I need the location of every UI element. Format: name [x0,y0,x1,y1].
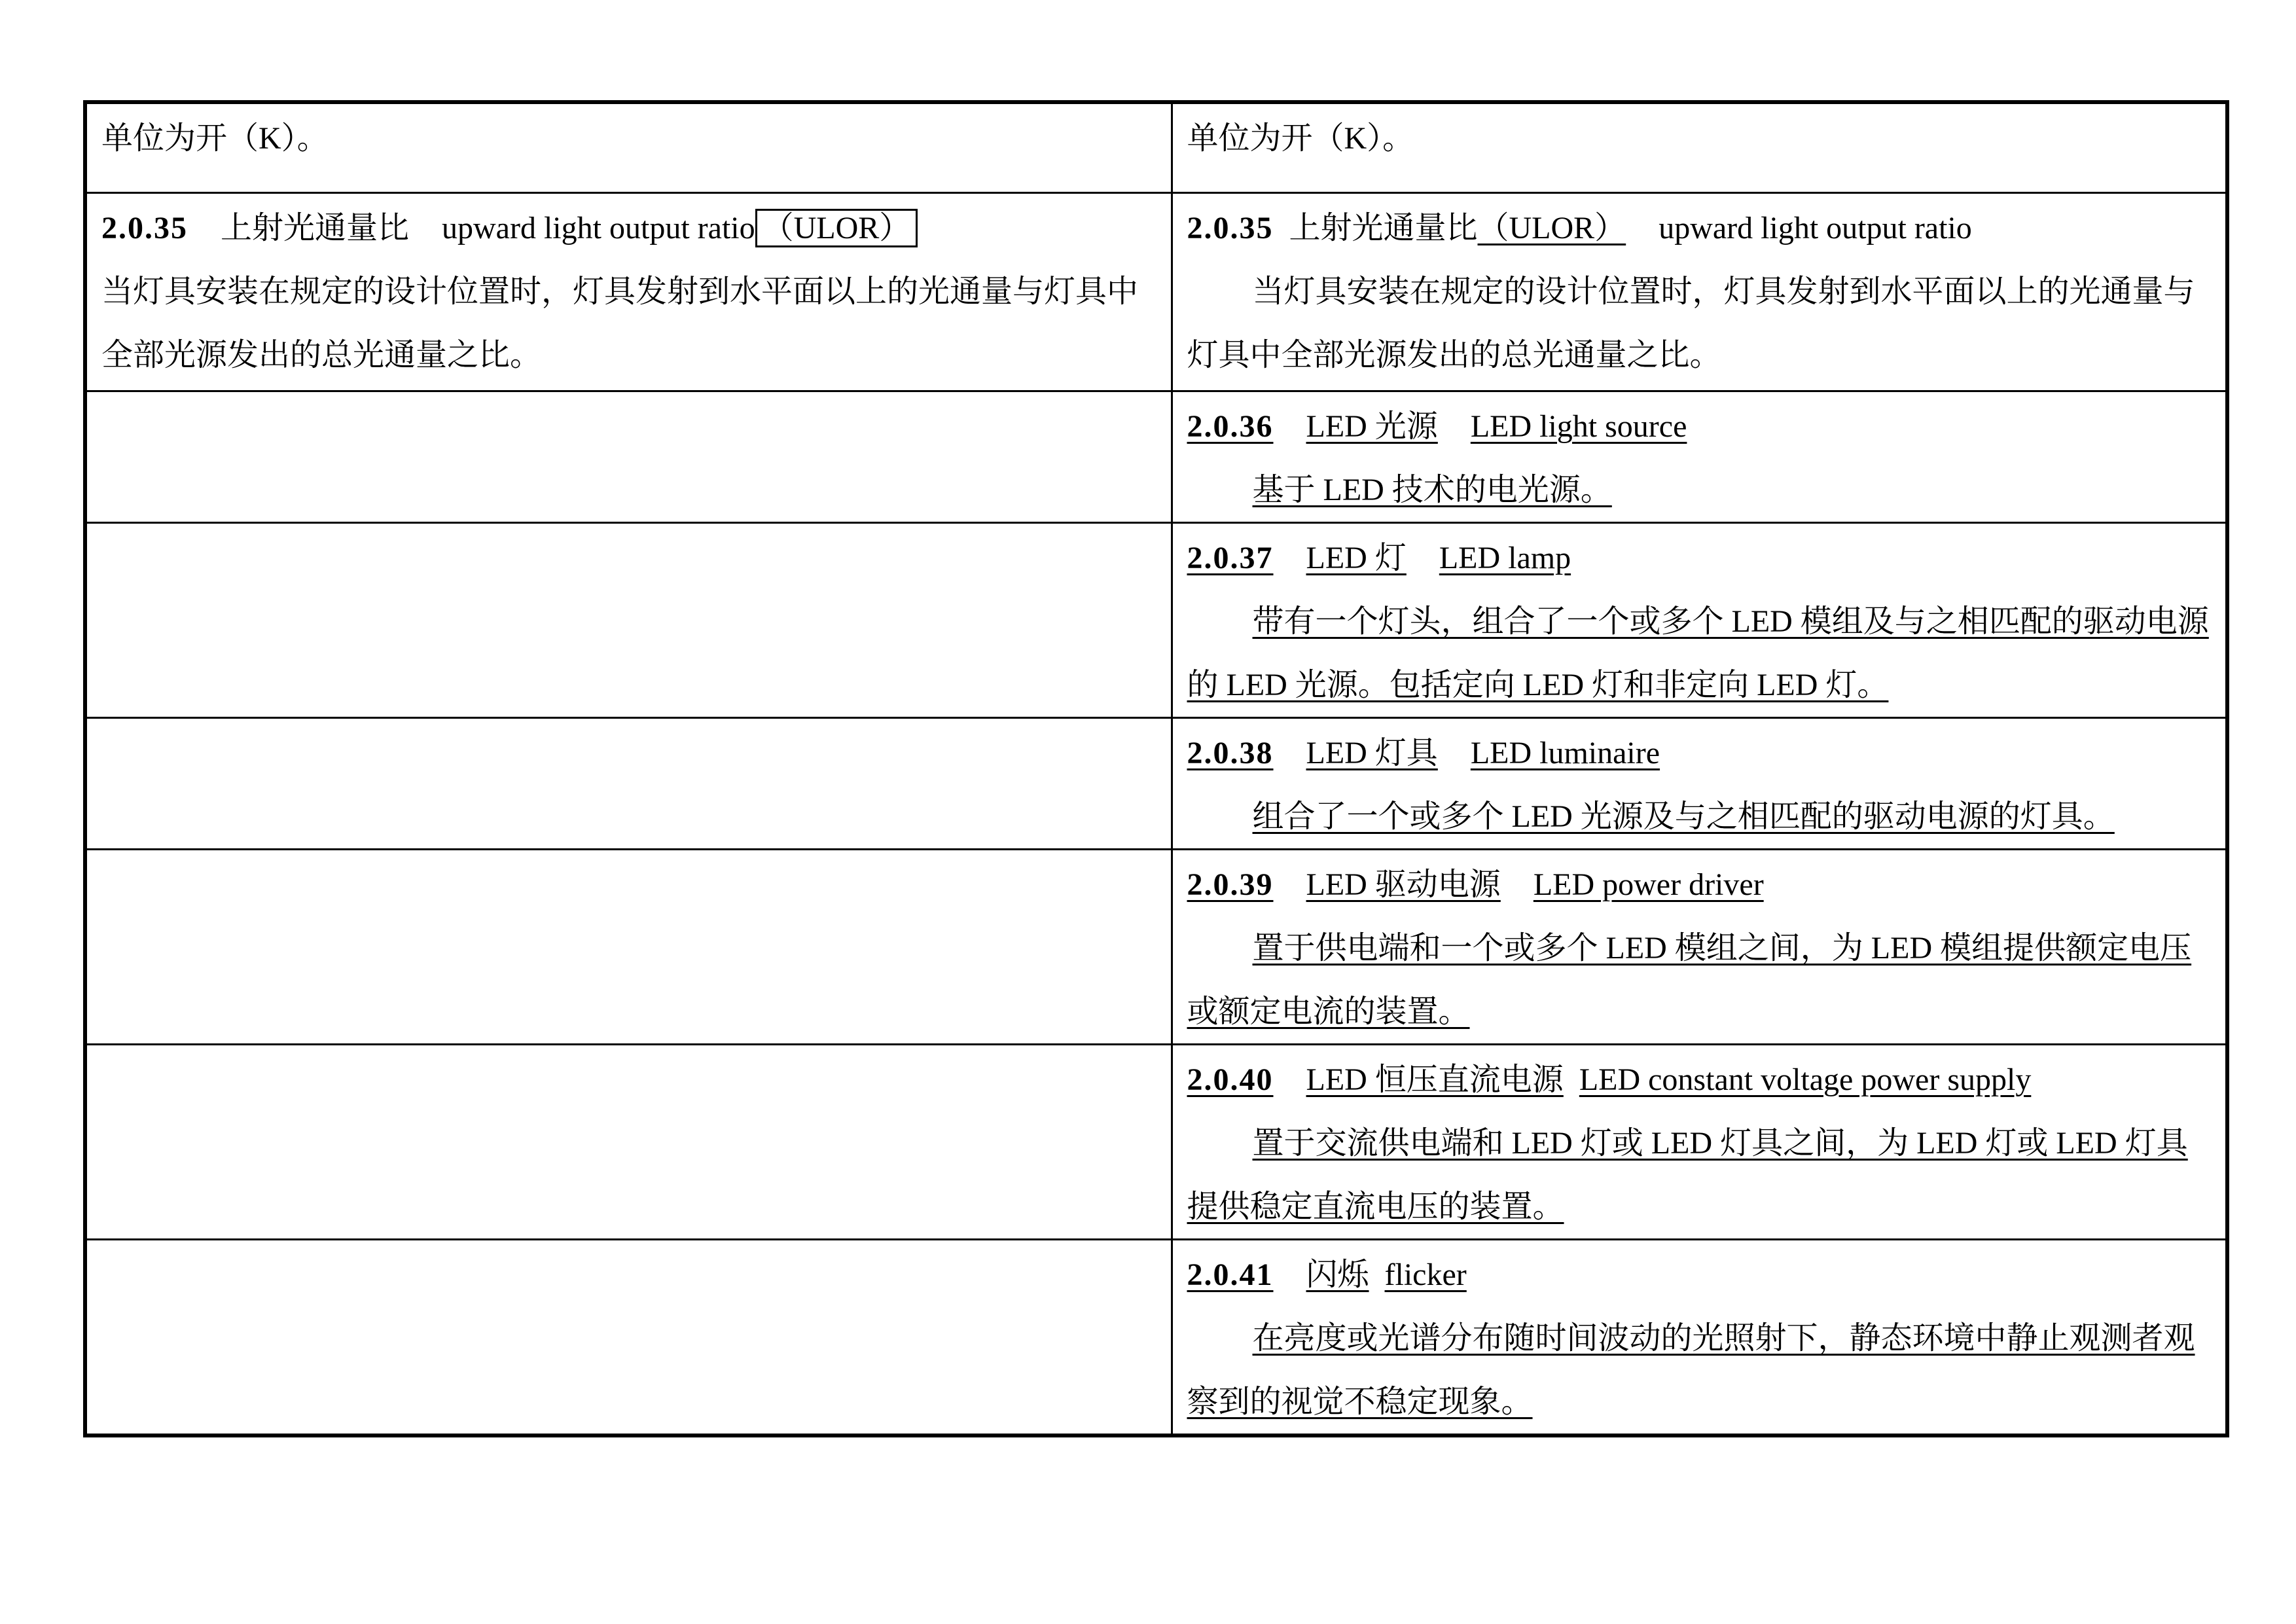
right-cell [1172,717,2227,849]
term-definition: 在亮度或光谱分布随时间波动的光照射下，静态环境中静止观测者观察到的视觉不稳定现象。 [1187,1320,2195,1419]
table-row [85,192,2227,391]
right-cell [1172,102,2227,192]
term-number: 2.0.41 [1187,1257,1274,1292]
left-cell [85,102,1172,192]
term-title-en: LED power driver [1533,867,1764,902]
right-cell [1172,391,2227,522]
term-definition: 当灯具安装在规定的设计位置时，灯具发射到水平面以上的光通量与灯具中全部光源发出的总光通量之比。 [1187,274,2195,372]
term-number: 2.0.35 [1187,210,1274,245]
left-cell-empty [85,849,1172,1044]
term-definition: 置于交流供电端和 LED 灯或 LED 灯具之间，为 LED 灯或 LED 灯具提供稳定直流电压的装置。 [1187,1125,2188,1224]
term-heading [1187,196,2212,260]
term-heading [1187,853,2212,916]
left-cell-empty [85,1044,1172,1239]
right-cell [1172,1044,2227,1239]
term-number: 2.0.35 [101,210,188,245]
unit-text: 单位为开（K）。 [1187,121,1414,156]
right-cell [1172,522,2227,717]
term-abbrev: （ULOR） [1477,210,1626,245]
term-title-en: LED lamp [1439,540,1571,575]
term-title-en: LED constant voltage power supply [1579,1062,2032,1097]
term-heading [1187,721,2212,785]
term-number: 2.0.37 [1187,540,1274,575]
table-row [85,1239,2227,1435]
unit-text: 单位为开（K）。 [101,121,329,156]
left-cell [85,192,1172,391]
term-definition: 带有一个灯头，组合了一个或多个 LED 模组及与之相匹配的驱动电源的 LED 光源。包括定向 LED 灯和非定向 LED 灯。 [1187,604,2209,702]
table-row [85,849,2227,1044]
term-number: 2.0.36 [1187,408,1274,444]
term-title-cn: 上射光通量比 [1289,210,1478,245]
table-row [85,522,2227,717]
term-heading [1187,526,2212,590]
comparison-table [83,100,2229,1437]
term-abbrev: （ULOR） [755,209,918,247]
left-cell-empty [85,391,1172,522]
term-number: 2.0.39 [1187,867,1274,902]
right-cell [1172,1239,2227,1435]
term-title-cn: 上射光通量比 [221,210,410,245]
term-heading [1187,1048,2212,1111]
term-heading [1187,395,2212,458]
term-title-cn: LED 驱动电源 [1306,867,1501,902]
term-title-en: LED luminaire [1470,735,1660,770]
term-title-en: LED light source [1470,408,1687,444]
term-definition: 基于 LED 技术的电光源。 [1252,472,1612,507]
table-row [85,391,2227,522]
term-definition: 当灯具安装在规定的设计位置时，灯具发射到水平面以上的光通量与灯具中全部光源发出的总光通量之比。 [101,274,1139,372]
term-heading [1187,1243,2212,1307]
term-title-en: upward light output ratio [442,210,755,245]
table-row [85,717,2227,849]
left-cell-empty [85,1239,1172,1435]
table-row [85,1044,2227,1239]
term-number: 2.0.40 [1187,1062,1274,1097]
term-definition: 组合了一个或多个 LED 光源及与之相匹配的驱动电源的灯具。 [1252,799,2115,834]
term-definition: 置于供电端和一个或多个 LED 模组之间，为 LED 模组提供额定电压或额定电流的装置。 [1187,930,2192,1029]
term-title-cn: LED 灯 [1306,540,1407,575]
term-title-cn: LED 恒压直流电源 [1306,1062,1564,1097]
left-cell-empty [85,522,1172,717]
term-title-en: flicker [1384,1257,1467,1292]
term-title-cn: LED 灯具 [1306,735,1438,770]
term-heading [101,196,1157,260]
left-cell-empty [85,717,1172,849]
right-cell [1172,849,2227,1044]
term-title-en: upward light output ratio [1659,210,1972,245]
term-number: 2.0.38 [1187,735,1274,770]
term-title-cn: LED 光源 [1306,408,1438,444]
right-cell [1172,192,2227,391]
table-row [85,102,2227,192]
term-title-cn: 闪烁 [1306,1257,1369,1292]
